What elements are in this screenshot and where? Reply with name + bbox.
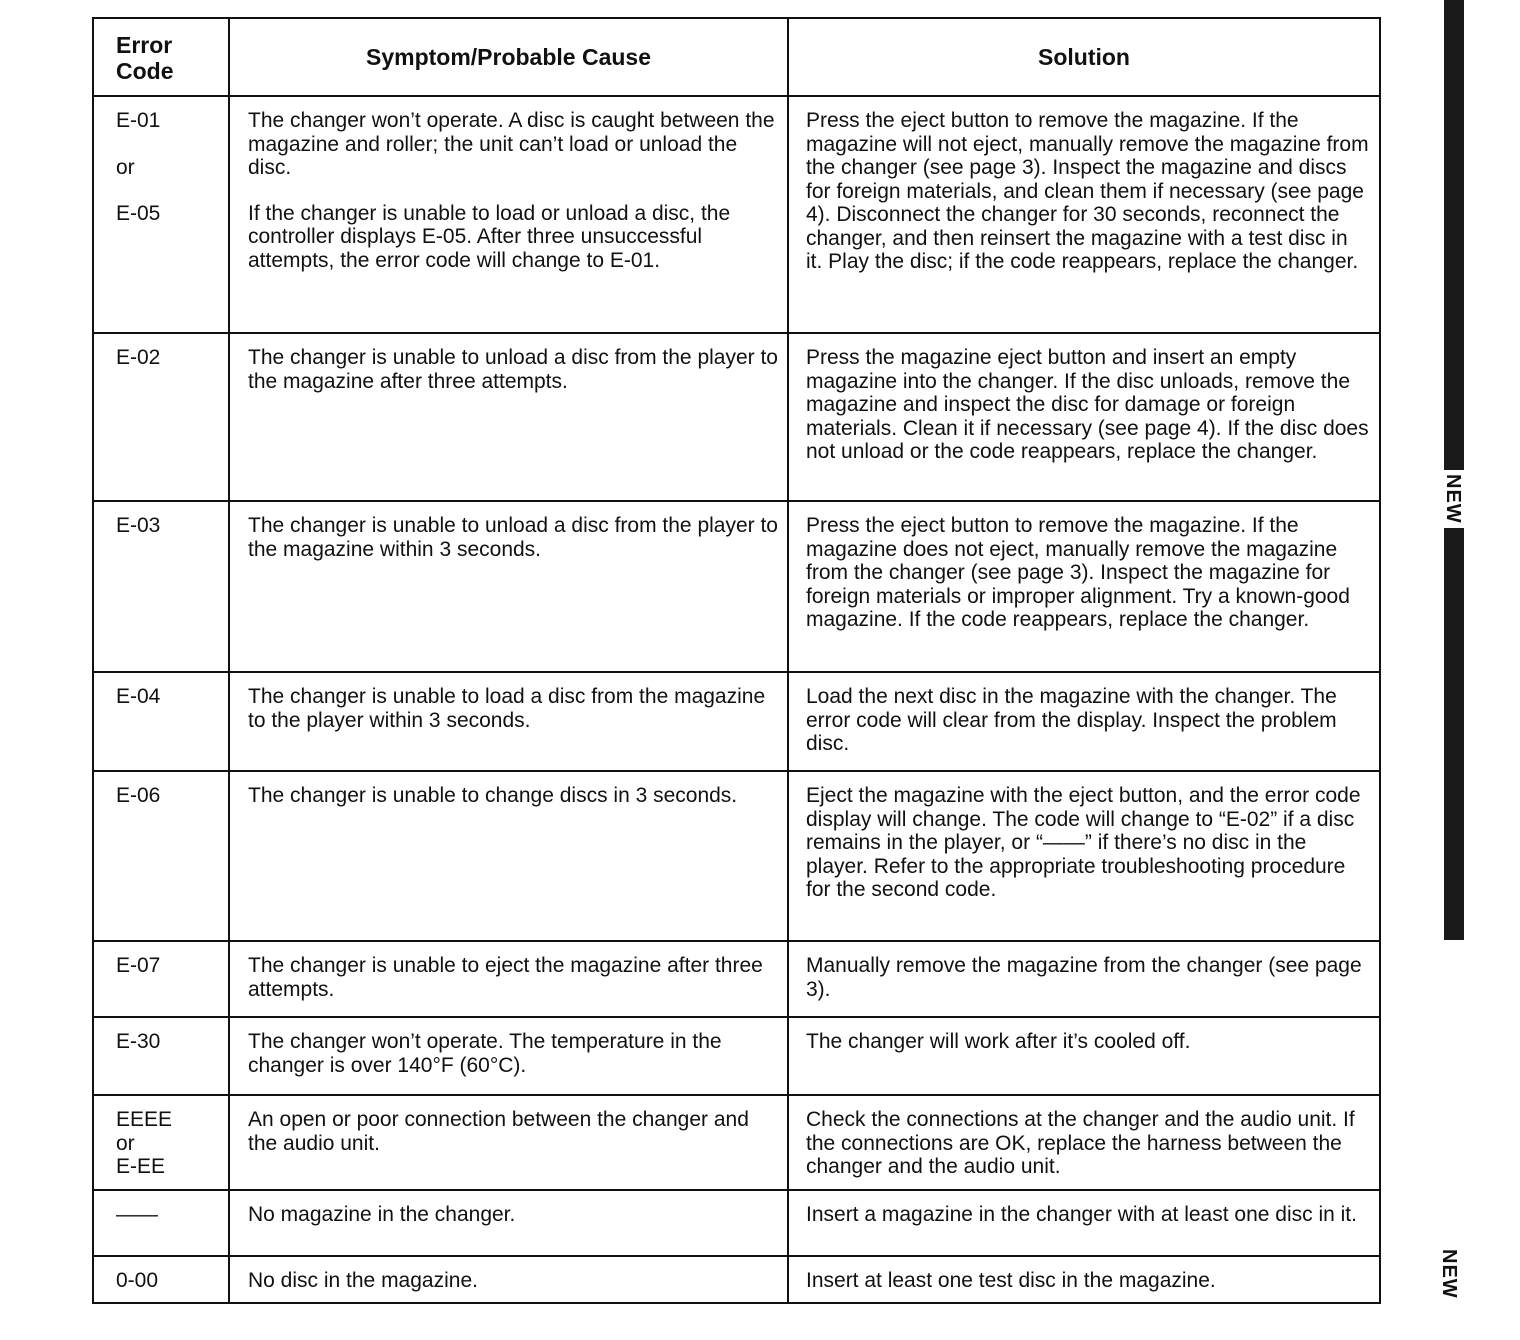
cause-paragraph: The changer won’t operate. A disc is caught between the magazine and roller; the unit can’t load or unload the disc.: [248, 109, 775, 179]
solution-cell: Press the magazine eject button and insert an empty magazine into the changer. If the disc unloads, remove the magazine and inspect the disc for damage or foreign materials. Clean it if necessary (see page 4). If the disc does not unload or the code reappears, replace the changer.: [788, 333, 1380, 501]
symptom-cause-header: Symptom/Probable Cause: [229, 18, 788, 96]
table-row: [93, 333, 1380, 501]
cause-paragraph: The changer is unable to eject the magazine after three attempts.: [248, 954, 763, 1001]
error-code-table: [92, 17, 1381, 1304]
error-code-label: EEEE: [116, 1108, 173, 1131]
symptom-cause-cell: [229, 1095, 788, 1190]
symptom-cause-cell: [229, 501, 788, 672]
solution-cell: The changer will work after it’s cooled off.: [788, 1017, 1380, 1095]
error-code-cell: [93, 941, 229, 1017]
error-code-cell: [93, 96, 229, 333]
solution-cell: Press the eject button to remove the magazine. If the magazine does not eject, manually remove the magazine from the changer (see page 3). Inspect the magazine for foreign materials or improper alignment. Try a known-good magazine. If the code reappears, replace the changer.: [788, 501, 1380, 672]
error-code-label: E-02: [116, 346, 161, 369]
error-code-label: E-06: [116, 784, 161, 807]
cause-paragraph: The changer is unable to load a disc from the magazine to the player within 3 seconds.: [248, 685, 766, 732]
error-code-cell: [93, 771, 229, 941]
cause-paragraph: If the changer is unable to load or unload a disc, the controller displays E-05. After three unsuccessful attempts, the error code will change to E-01.: [248, 201, 731, 272]
error-code-cell: [93, 333, 229, 501]
table-row: [93, 1256, 1380, 1304]
error-code-label: E-07: [116, 954, 161, 977]
symptom-cause-cell: [229, 1190, 788, 1256]
symptom-cause-cell: [229, 941, 788, 1017]
error-code-cell: [93, 1095, 229, 1190]
table-row: [93, 672, 1380, 771]
error-code-header: [93, 18, 229, 96]
error-code-label: E-05: [116, 202, 161, 225]
symptom-cause-cell: [229, 771, 788, 941]
error-code-label: 0-00: [116, 1268, 159, 1292]
symptom-cause-cell: [229, 1017, 788, 1095]
solution-cell: Manually remove the magazine from the changer (see page 3).: [788, 941, 1380, 1017]
cause-paragraph: The changer is unable to change discs in 3 seconds.: [248, 784, 738, 807]
error-code-cell: [93, 672, 229, 771]
error-code-cell: [93, 1017, 229, 1095]
symptom-cause-cell: [229, 96, 788, 333]
cause-paragraph: The changer won’t operate. The temperature in the changer is over 140°F (60°C).: [248, 1030, 722, 1077]
error-code-header-line1: Error: [116, 32, 173, 58]
error-code-label: E-01: [116, 109, 161, 132]
solution-cell: Insert a magazine in the changer with at least one disc in it.: [788, 1190, 1380, 1256]
table-row: [93, 1190, 1380, 1256]
error-code-cell: [93, 501, 229, 672]
cause-paragraph: The changer is unable to unload a disc from the player to the magazine after three attempts.: [248, 346, 778, 393]
solution-header: Solution: [788, 18, 1380, 96]
error-code-label: E-03: [116, 514, 161, 537]
table-row: [93, 96, 1380, 333]
solution-cell: Check the connections at the changer and the audio unit. If the connections are OK, replace the harness between the changer and the audio unit.: [788, 1095, 1380, 1190]
solution-cell: Insert at least one test disc in the magazine.: [788, 1256, 1380, 1304]
table-row: [93, 1017, 1380, 1095]
solution-cell: Eject the magazine with the eject button, and the error code display will change. The code will change to “E-02” if a disc remains in the player, or “——” if there’s no disc in the player. Refer to the appropriate troubleshooting procedure for the second code.: [788, 771, 1380, 941]
side-tab-label-new-bottom: NEW: [1438, 1245, 1460, 1303]
error-code-label: or: [116, 1131, 135, 1155]
symptom-cause-cell: [229, 333, 788, 501]
table-body: [93, 96, 1380, 1303]
error-code-label: E-EE: [116, 1155, 166, 1178]
table-row: [93, 771, 1380, 941]
symptom-cause-cell: [229, 672, 788, 771]
error-code-header-line2: Code: [116, 58, 174, 84]
table-header-row: [93, 18, 1380, 96]
solution-cell: Load the next disc in the magazine with the changer. The error code will clear from the display. Inspect the problem disc.: [788, 672, 1380, 771]
error-code-label: E-30: [116, 1030, 161, 1053]
error-code-cell: [93, 1256, 229, 1304]
cause-paragraph: No disc in the magazine.: [248, 1268, 478, 1292]
dash-code-label: ——: [116, 1202, 158, 1226]
cause-paragraph: The changer is unable to unload a disc from the player to the magazine within 3 seconds.: [248, 514, 778, 561]
table-row: [93, 941, 1380, 1017]
error-code-label: or: [116, 155, 135, 179]
table-row: [93, 1095, 1380, 1190]
solution-cell: Press the eject button to remove the magazine. If the magazine will not eject, manually remove the magazine from the changer (see page 3). Inspect the magazine and discs for foreign materials, and clean them if necessary (see page 4). Disconnect the changer for 30 seconds, reconnect the changer, and then reinsert the magazine with a test disc in it. Play the disc; if the code reappears, replace the changer.: [788, 96, 1380, 333]
cause-paragraph: An open or poor connection between the changer and the audio unit.: [248, 1108, 749, 1155]
error-code-label: E-04: [116, 685, 161, 708]
side-tab-label-new: NEW: [1442, 470, 1464, 528]
symptom-cause-cell: [229, 1256, 788, 1304]
table-row: [93, 501, 1380, 672]
error-code-cell: [93, 1190, 229, 1256]
cause-paragraph: No magazine in the changer.: [248, 1202, 516, 1226]
